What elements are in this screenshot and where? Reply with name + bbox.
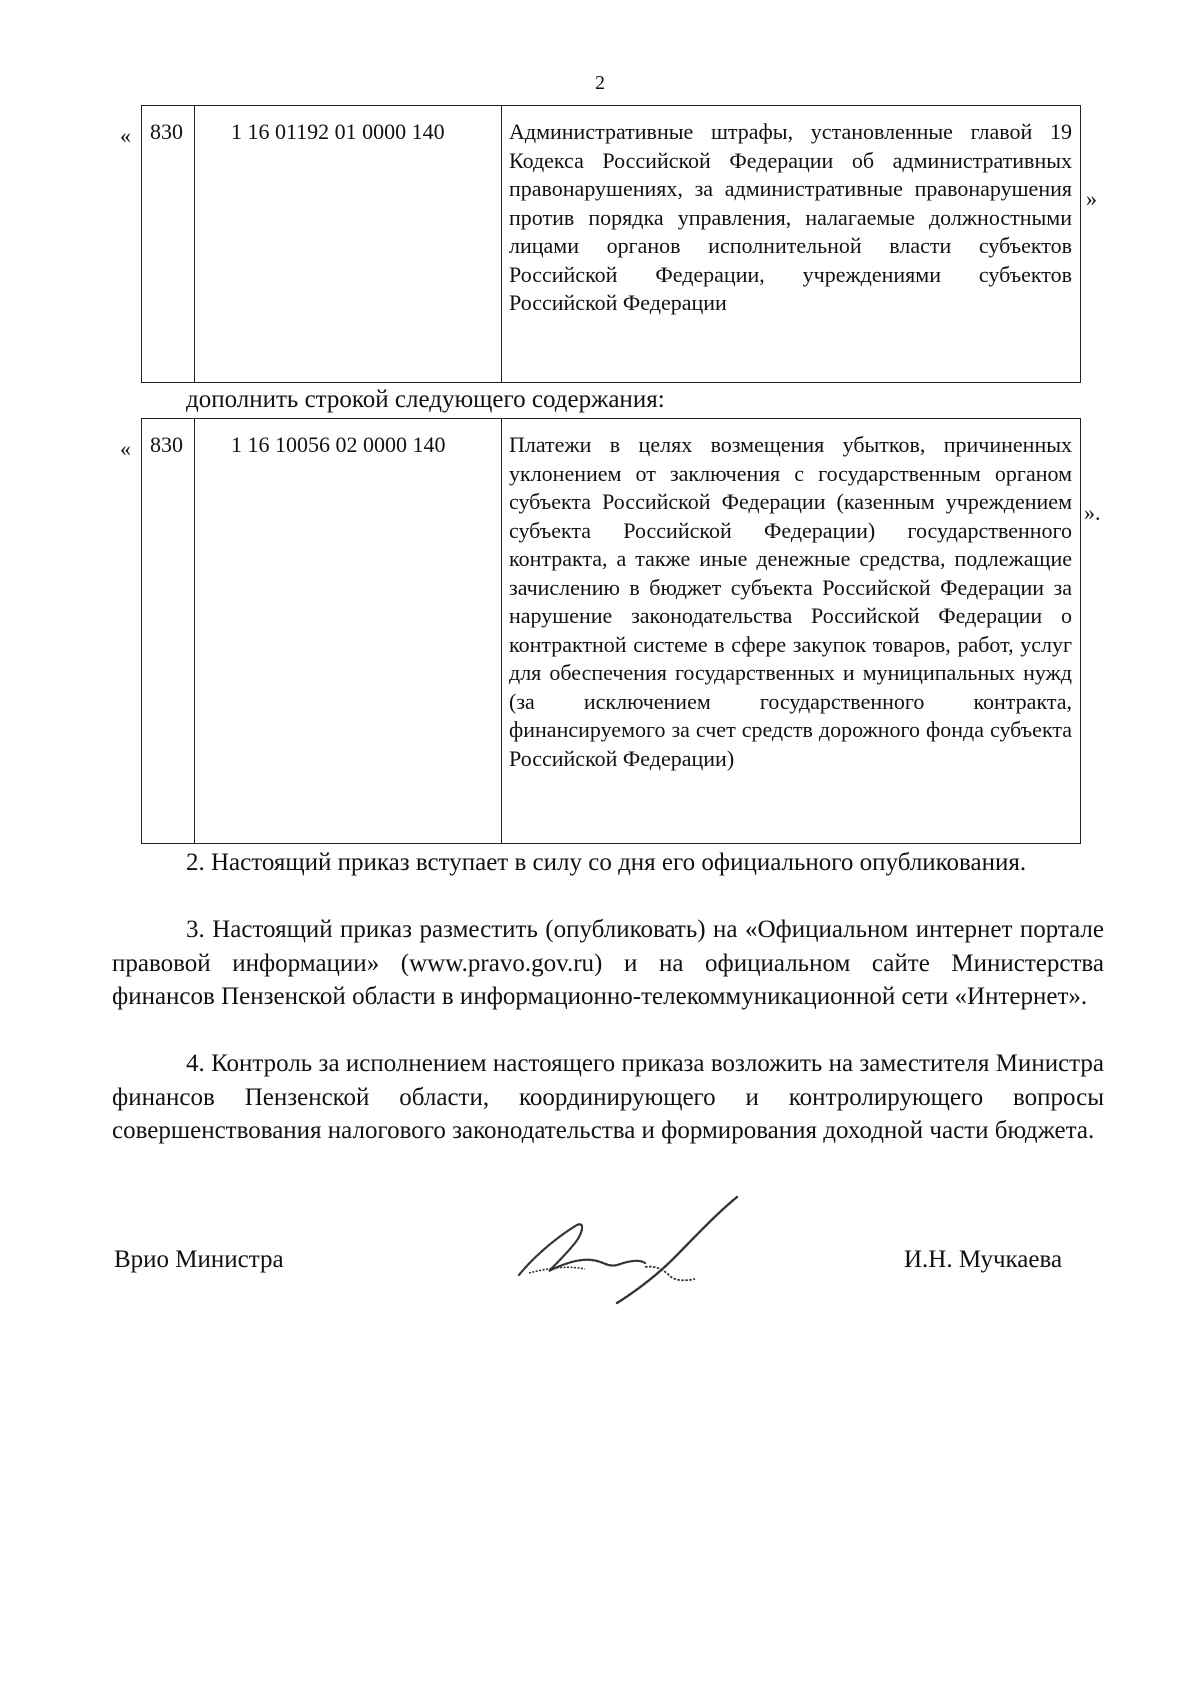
table1-open-quote: «	[120, 123, 131, 148]
signatory-name: И.Н. Мучкаева	[904, 1246, 1063, 1273]
page-number: 2	[595, 72, 605, 94]
table1-description: Административные штрафы, установленные главой 19 Кодекса Российской Федерации об административных правонарушениях, за административные правонарушения против порядка управления, налагаемые должностными лицами органов исполнительной власти субъектов Российской Федерации, учреждениями субъектов Российской Федерации	[509, 119, 1072, 315]
table1-code-cell	[142, 106, 195, 382]
budget-code-table-1	[141, 105, 1081, 383]
paragraph-2: 2. Настоящий приказ вступает в силу со дня его официального опубликования.	[186, 849, 1027, 876]
paragraph-4: 4. Контроль за исполнением настоящего приказа возложить на заместителя Министра финансов Пензенской области, координирующего и контролирующего вопросы совершенствования налогового законодательства и формирования доходной части бюджета.	[112, 1050, 1104, 1144]
table1-close-quote: »	[1086, 186, 1097, 211]
table2-code-cell	[142, 419, 195, 843]
table2-kbk: 1 16 10056 02 0000 140	[231, 432, 446, 457]
table1-kbk: 1 16 01192 01 0000 140	[231, 119, 445, 144]
budget-code-table-2	[141, 418, 1081, 844]
table1-code: 830	[150, 119, 183, 144]
table1-kbk-cell	[195, 106, 502, 382]
table2-open-quote: «	[120, 436, 131, 461]
table2-kbk-cell	[195, 419, 502, 843]
table2-description: Платежи в целях возмещения убытков, причиненных уклонением от заключения с государственным органом субъекта Российской Федерации (казенным учреждением субъекта Российской Федерации) государственного контракта, а также иные денежные средства, подлежащие зачислению в бюджет субъекта Российской Федерации за нарушение законодательства Российской Федерации о контрактной системе в сфере закупок товаров, работ, услуг для обеспечения государственных и муниципальных нужд (за исключением государственного контракта, финансируемого за счет средств дорожного фонда субъекта Российской Федерации)	[509, 432, 1072, 771]
table2-close-quote: ».	[1084, 500, 1101, 525]
intro-text: дополнить строкой следующего содержания:	[186, 386, 665, 413]
table2-code: 830	[150, 432, 183, 457]
handwritten-signature	[505, 1185, 745, 1305]
signatory-position: Врио Министра	[114, 1246, 284, 1273]
paragraph-3: 3. Настоящий приказ разместить (опубликовать) на «Официальном интернет портале правовой информации» (www.pravo.gov.ru) и на официальном сайте Министерства финансов Пензенской области в информационно-телекоммуникационной сети «Интернет».	[112, 916, 1104, 1010]
